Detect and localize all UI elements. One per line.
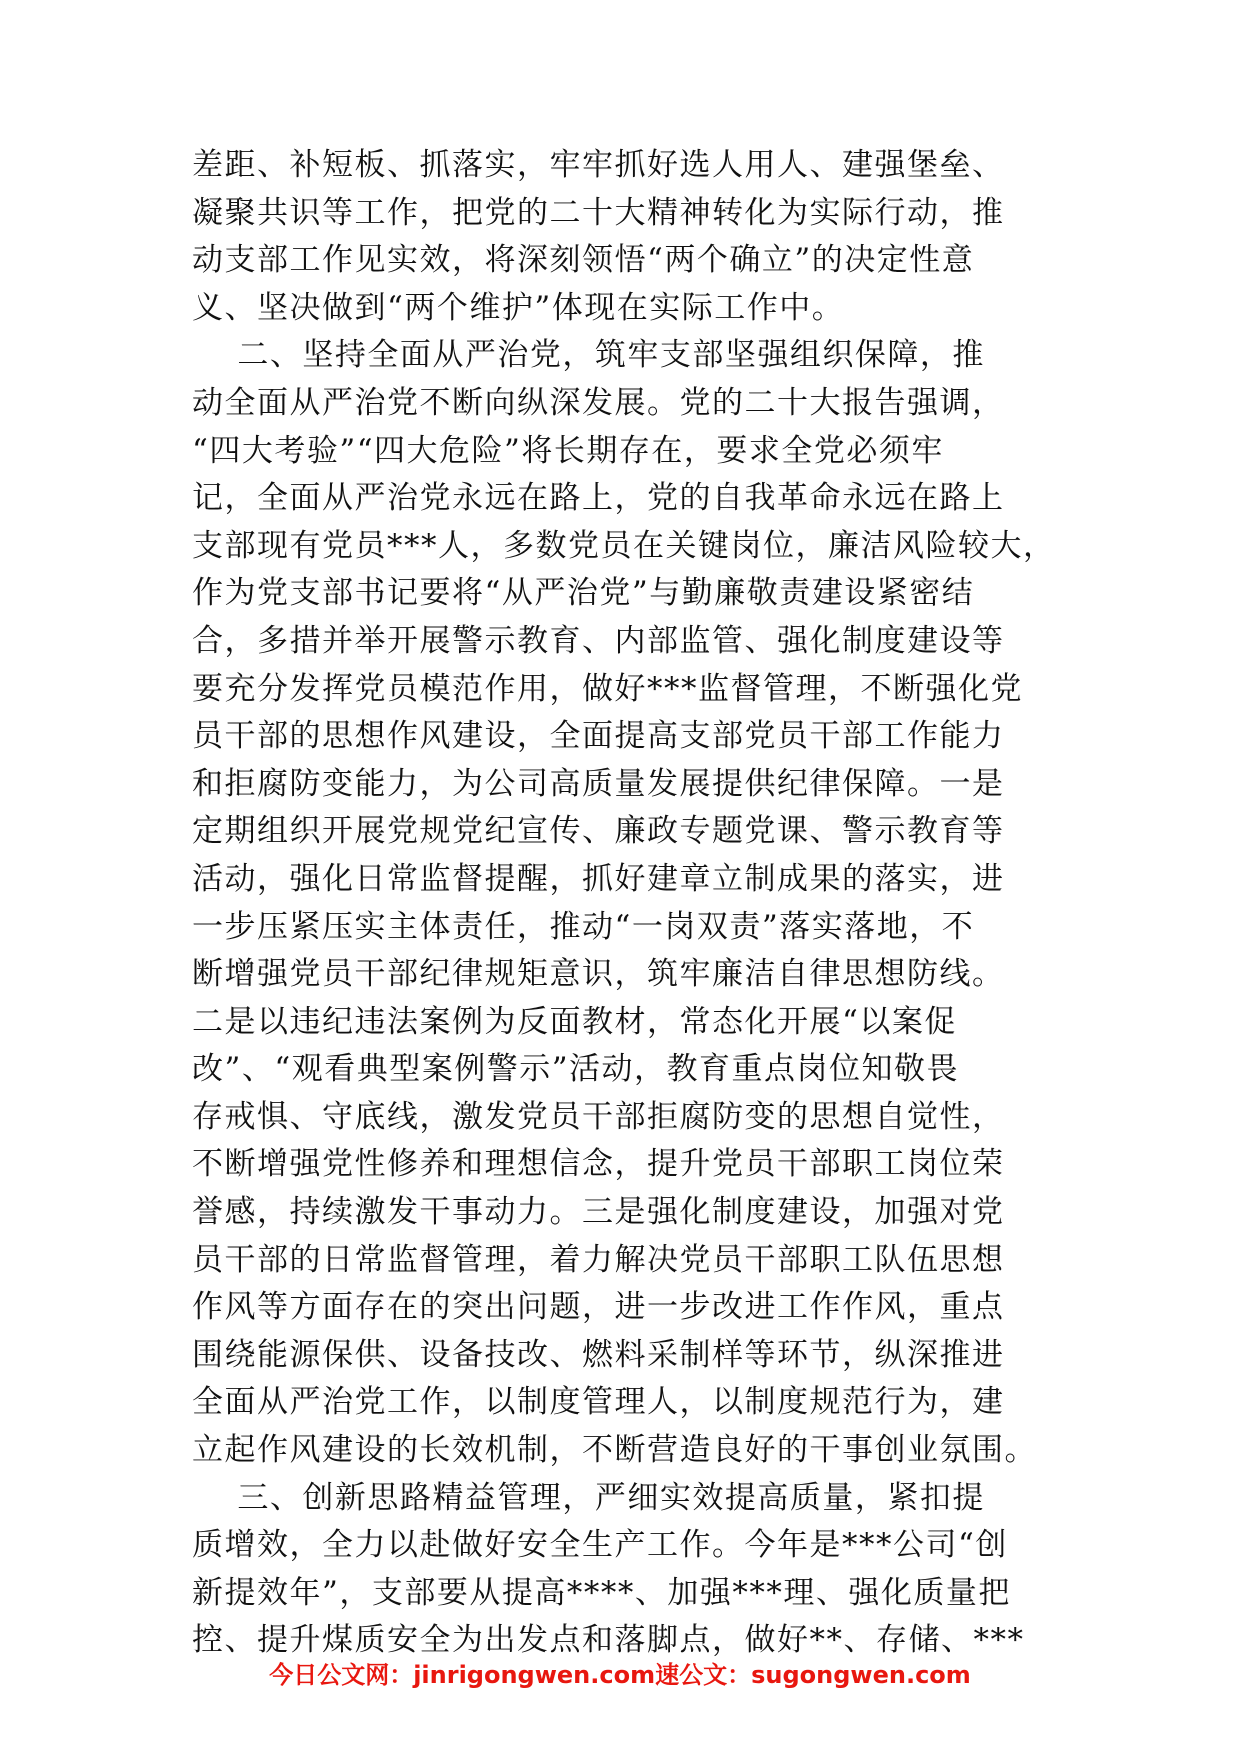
text-line: 一步压紧压实主体责任，推动“一岗双责”落实落地，不 <box>192 908 975 945</box>
text-line: 作为党支部书记要将“从严治党”与勤廉敬责建设紧密结 <box>192 575 975 612</box>
text-line: 誉感，持续激发干事动力。三是强化制度建设，加强对党 <box>192 1194 1005 1231</box>
text-line: 要充分发挥党员模范作用，做好***监督管理，不断强化党 <box>192 670 1023 707</box>
text-line: 义、坚决做到“两个维护”体现在实际工作中。 <box>192 289 845 326</box>
watermark-footer: 今日公文网：jinrigongwen.com速公文：sugongwen.com <box>269 1661 971 1689</box>
text-line: 二是以违纪违法案例为反面教材，常态化开展“以案促 <box>192 1003 957 1040</box>
text-line: 作风等方面存在的突出问题，进一步改进工作作风，重点 <box>192 1289 1005 1326</box>
text-line: 定期组织开展党规党纪宣传、廉政专题党课、警示教育等 <box>192 813 1005 850</box>
text-line: 记，全面从严治党永远在路上，党的自我革命永远在路上 <box>192 480 1005 517</box>
text-line: 动全面从严治党不断向纵深发展。党的二十大报告强调， <box>192 384 1005 421</box>
text-line: 不断增强党性修养和理想信念，提升党员干部职工岗位荣 <box>192 1146 1005 1183</box>
text-line: 和拒腐防变能力，为公司高质量发展提供纪律保障。一是 <box>192 765 1005 802</box>
text-line: 质增效，全力以赴做好安全生产工作。今年是***公司“创 <box>192 1527 1008 1564</box>
text-line: 存戒惧、守底线，激发党员干部拒腐防变的思想自觉性， <box>192 1098 1005 1135</box>
text-line: 凝聚共识等工作，把党的二十大精神转化为实际行动，推 <box>192 194 1005 231</box>
text-line: 动支部工作见实效，将深刻领悟“两个确立”的决定性意 <box>192 242 975 279</box>
text-line: 员干部的思想作风建设，全面提高支部党员干部工作能力 <box>192 718 1005 755</box>
text-line: 断增强党员干部纪律规矩意识，筑牢廉洁自律思想防线。 <box>192 956 1005 993</box>
text-line: 三、创新思路精益管理，严细实效提高质量，紧扣提 <box>192 1479 985 1516</box>
text-line: 活动，强化日常监督提醒，抓好建章立制成果的落实，进 <box>192 860 1005 897</box>
text-line: 改”、“观看典型案例警示”活动，教育重点岗位知敬畏 <box>192 1051 960 1088</box>
text-line: 支部现有党员***人，多数党员在关键岗位，廉洁风险较大， <box>192 527 1056 564</box>
text-line: 全面从严治党工作，以制度管理人，以制度规范行为，建 <box>192 1384 1005 1421</box>
text-line: 新提效年”，支部要从提高****、加强***理、强化质量把 <box>192 1574 1011 1611</box>
text-line: 员干部的日常监督管理，着力解决党员干部职工队伍思想 <box>192 1241 1005 1278</box>
text-line: 二、坚持全面从严治党，筑牢支部坚强组织保障，推 <box>192 337 985 374</box>
text-line: 围绕能源保供、设备技改、燃料采制样等环节，纵深推进 <box>192 1336 1005 1373</box>
text-line: 合，多措并举开展警示教育、内部监管、强化制度建设等 <box>192 622 1005 659</box>
text-line: 差距、补短板、抓落实，牢牢抓好选人用人、建强堡垒、 <box>192 147 1005 183</box>
text-line: 立起作风建设的长效机制，不断营造良好的干事创业氛围。 <box>192 1432 1037 1469</box>
text-line: 控、提升煤质安全为出发点和落脚点，做好**、存储、*** <box>192 1622 1025 1659</box>
text-line: “四大考验”“四大危险”将长期存在，要求全党必须牢 <box>192 432 944 469</box>
document-body <box>192 142 1054 1665</box>
